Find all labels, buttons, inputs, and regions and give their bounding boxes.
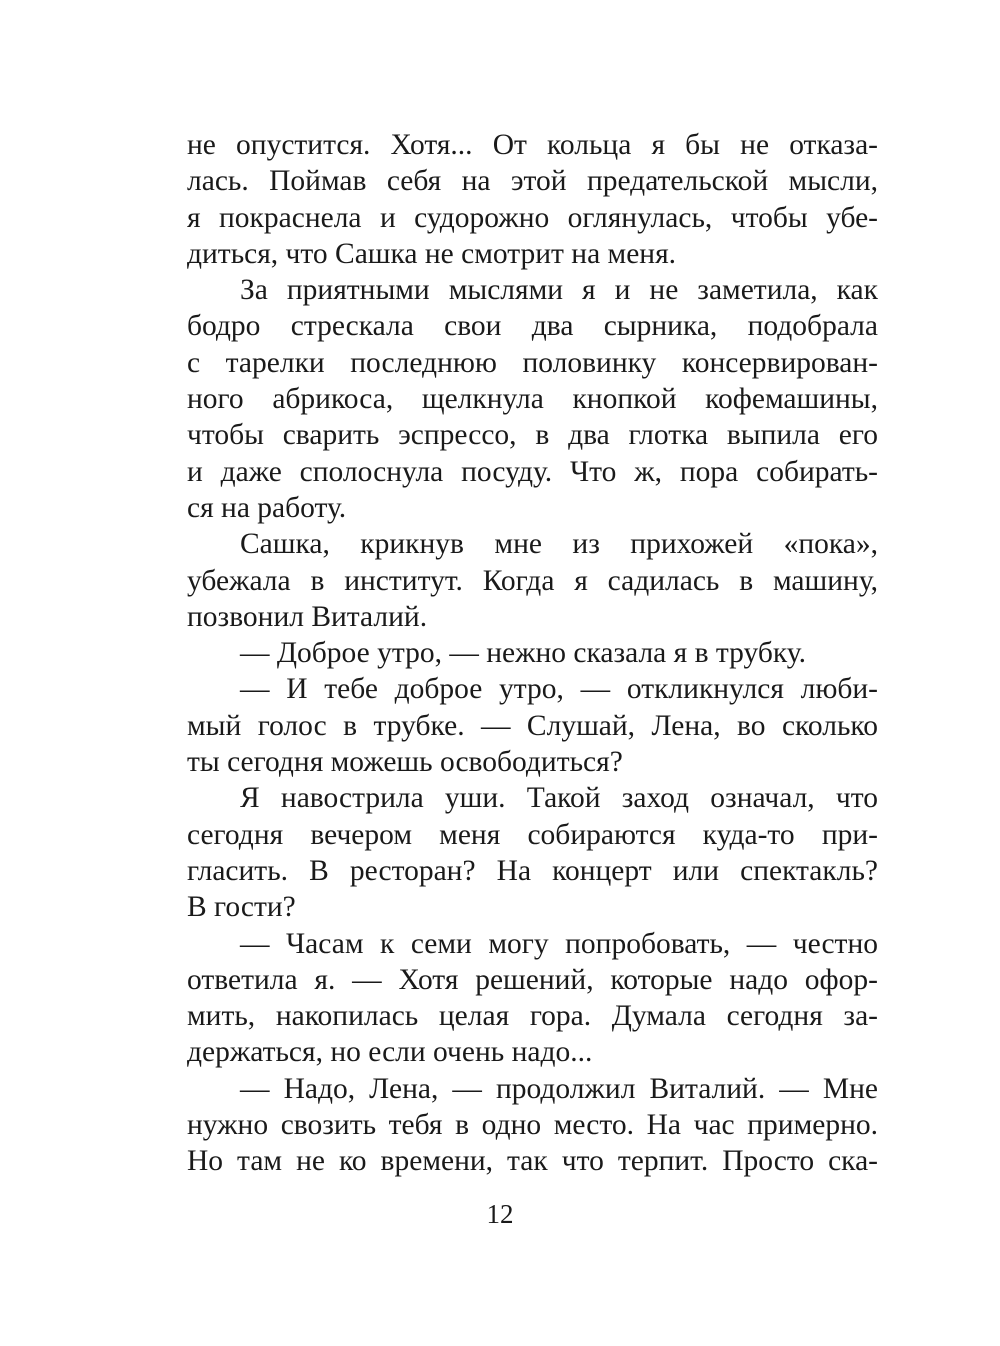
text-line: убежала в институт. Когда я садилась в машину, [187, 564, 878, 597]
text-line: — Надо, Лена, — продолжил Виталий. — Мне [240, 1072, 878, 1105]
text-line: сегодня вечером меня собираются куда-то при- [187, 818, 878, 851]
text-line: бодро стрескала свои два сырника, подобрала [187, 310, 878, 343]
text-line: Но там не ко времени, так что терпит. Просто ска- [187, 1145, 878, 1178]
text-line: с тарелки последнюю половинку консервирован- [187, 346, 878, 379]
text-line: — Часам к семи могу попробовать, — честно [240, 927, 878, 960]
text-line: ты сегодня можешь освободиться? [187, 746, 623, 779]
text-line: гласить. В ресторан? На концерт или спектакль? [187, 854, 878, 887]
text-line: я покраснела и судорожно оглянулась, чтобы убе- [187, 201, 878, 234]
text-line: Я навострила уши. Такой заход означал, что [240, 782, 878, 815]
text-line: позвонил Виталий. [187, 600, 428, 633]
text-line: не опустится. Хотя... От кольца я бы не отказа- [187, 129, 878, 161]
text-line: В гости? [187, 891, 296, 924]
text-line: — И тебе доброе утро, — откликнулся люби- [240, 673, 878, 706]
text-line: лась. Поймав себя на этой предательской мысли, [187, 165, 878, 198]
text-line: нужно свозить тебя в одно место. На час примерно. [187, 1109, 878, 1142]
text-line: мить, накопилась целая гора. Думала сегодня за- [187, 1000, 878, 1033]
text-line: чтобы сварить эспрессо, в два глотка выпила его [187, 419, 878, 452]
page-number: 12 [486, 1199, 514, 1229]
text-line: и даже сполоснула посуду. Что ж, пора собирать- [187, 455, 878, 488]
text-line: держаться, но если очень надо... [187, 1036, 593, 1069]
text-line: — Доброе утро, — нежно сказала я в трубку. [240, 637, 806, 670]
text-line: ного абрикоса, щелкнула кнопкой кофемашины, [187, 383, 878, 416]
text-line: диться, что Сашка не смотрит на меня. [187, 237, 677, 270]
text-line: ся на работу. [187, 491, 347, 524]
page-body [187, 127, 878, 1180]
text-line: За приятными мыслями я и не заметила, как [240, 274, 878, 307]
text-line: мый голос в трубке. — Слушай, Лена, во сколько [187, 709, 878, 742]
text-line: Сашка, крикнув мне из прихожей «пока», [240, 528, 878, 561]
text-line: ответила я. — Хотя решений, которые надо офор- [187, 963, 878, 996]
